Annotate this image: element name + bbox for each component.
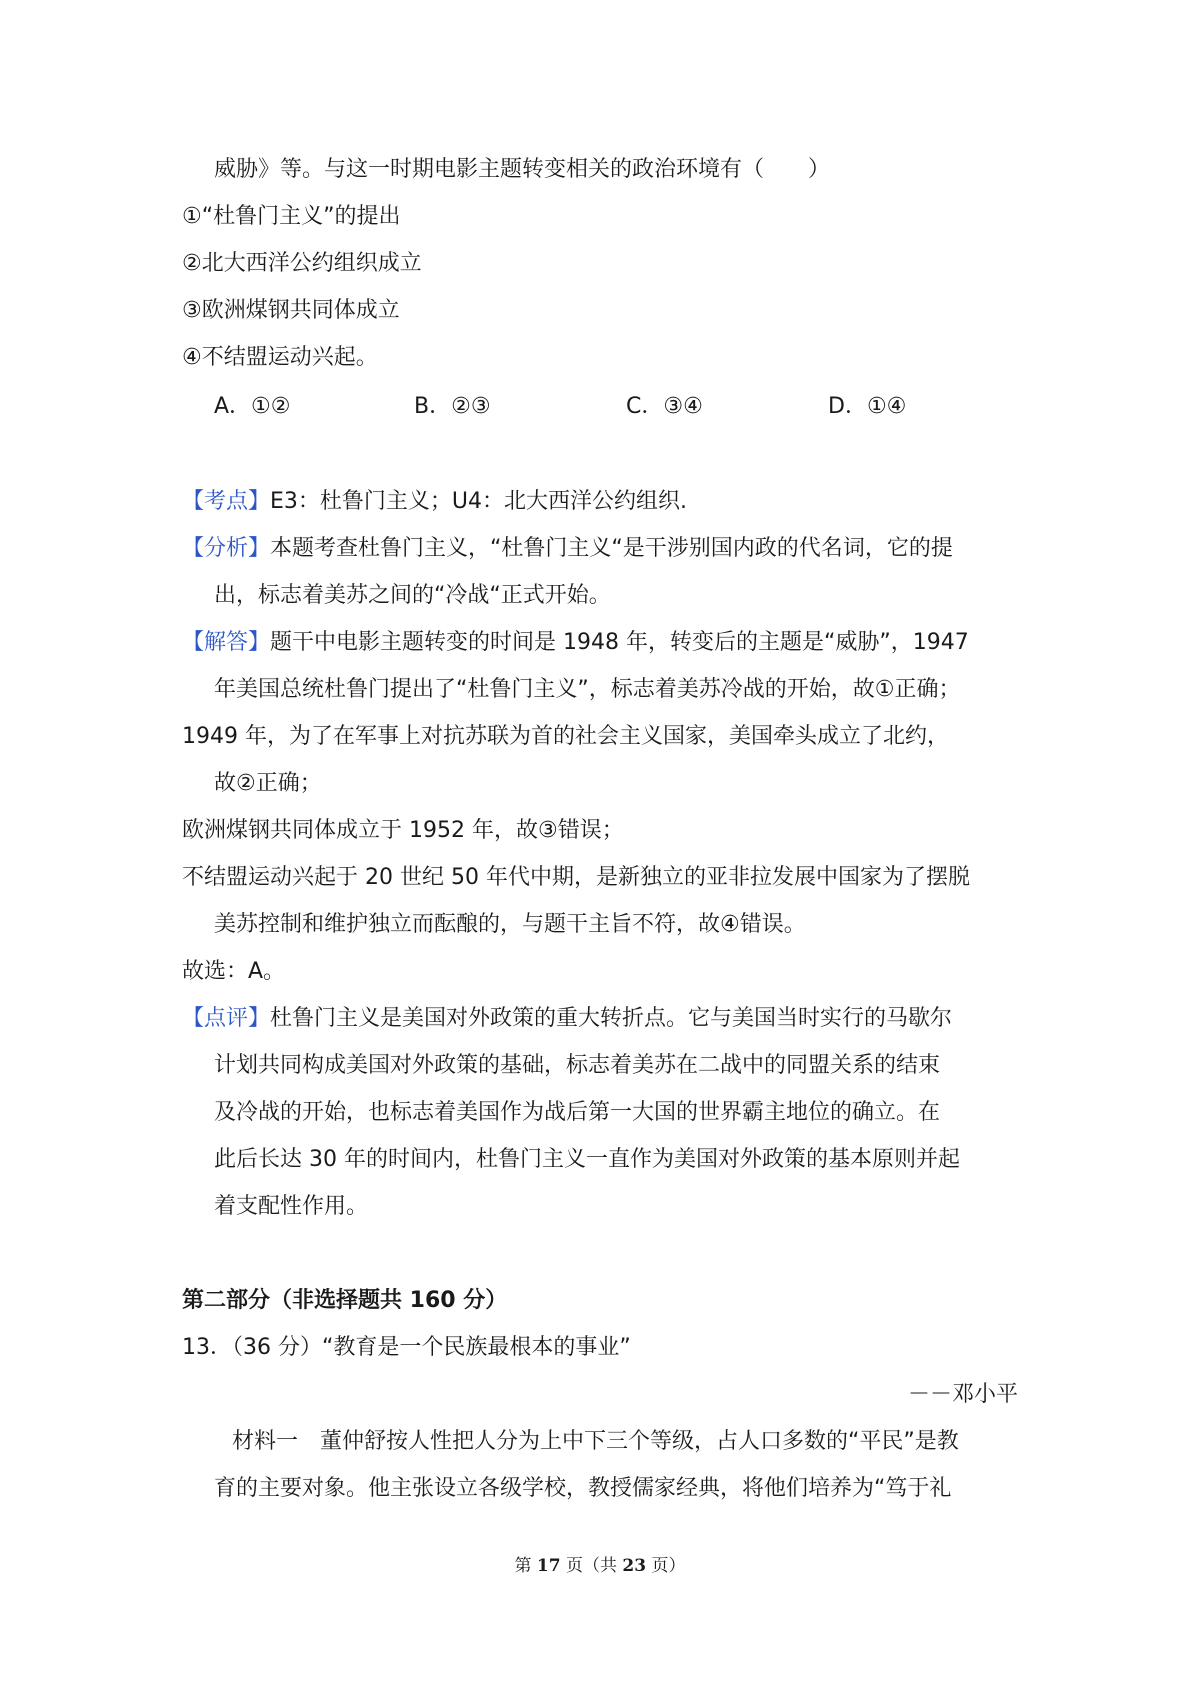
material1-line-2: 育的主要对象。他主张设立各级学校，教授儒家经典，将他们培养为“笃于礼: [214, 1476, 952, 1501]
jieda-line-2: 年美国总统杜鲁门提出了“杜鲁门主义”，标志着美苏冷战的开始，故①正确；: [214, 677, 961, 702]
jieda-tag: 【解答】: [182, 630, 271, 655]
jieda-line-6: 不结盟运动兴起于 20 世纪 50 年代中期，是新独立的亚非拉发展中国家为了摆脱: [182, 865, 970, 890]
option-c: C．③④: [626, 394, 703, 419]
dianping-line-5: 着支配性作用。: [214, 1194, 369, 1219]
fenxi-text-1: 本题考查杜鲁门主义，“杜鲁门主义“是干涉别国内政的代名词，它的提: [270, 536, 953, 561]
page-footer: [0, 1554, 1200, 1578]
footer-page-number: 17: [536, 1556, 561, 1576]
q13-title: 13．（36 分）“教育是一个民族最根本的事业”: [182, 1335, 631, 1360]
jieda-line-4: 故②正确；: [214, 771, 322, 796]
jieda-line-1: [182, 628, 969, 658]
fenxi-tag: 【分析】: [182, 536, 271, 561]
question-item-4: ④不结盟运动兴起。: [182, 345, 378, 370]
dianping-line-4: 此后长达 30 年的时间内，杜鲁门主义一直作为美国对外政策的基本原则并起: [214, 1147, 960, 1172]
q13-attribution: －－邓小平: [907, 1382, 1018, 1407]
option-b: B．②③: [414, 394, 491, 419]
kaodian-tag: 【考点】: [182, 489, 271, 514]
option-a: A．①②: [214, 394, 291, 419]
option-d: D．①④: [828, 394, 907, 419]
footer-total-pages: 23: [622, 1556, 647, 1576]
footer-suffix: 页）: [646, 1556, 686, 1576]
jieda-line-3: 1949 年，为了在军事上对抗苏联为首的社会主义国家，美国牵头成立了北约，: [182, 724, 949, 749]
question-item-2: ②北大西洋公约组织成立: [182, 251, 422, 276]
dianping-line-3: 及冷战的开始，也标志着美国作为战后第一大国的世界霸主地位的确立。在: [214, 1100, 941, 1125]
fenxi-line-1: [182, 534, 953, 564]
jieda-line-8: 故选：A。: [182, 959, 286, 984]
jieda-line-7: 美苏控制和维护独立而酝酿的，与题干主旨不符，故④错误。: [214, 912, 806, 937]
question-stem-tail: 威胁》等。与这一时期电影主题转变相关的政治环境有（ ）: [214, 157, 831, 182]
footer-prefix: 第: [514, 1556, 537, 1576]
kaodian-line: [182, 487, 687, 517]
kaodian-text: E3：杜鲁门主义；U4：北大西洋公约组织.: [270, 489, 688, 514]
dianping-text-1: 杜鲁门主义是美国对外政策的重大转折点。它与美国当时实行的马歇尔: [270, 1006, 953, 1031]
material1-line-1: 材料一 董仲舒按人性把人分为上中下三个等级，占人口多数的“平民”是教: [232, 1429, 959, 1454]
question-item-1: ①“杜鲁门主义”的提出: [182, 204, 401, 229]
dianping-line-2: 计划共同构成美国对外政策的基础，标志着美苏在二战中的同盟关系的结束: [214, 1053, 941, 1078]
dianping-line-1: [182, 1004, 952, 1034]
footer-middle: 页（共: [560, 1556, 623, 1576]
fenxi-line-2: 出，标志着美苏之间的“冷战“正式开始。: [214, 583, 611, 608]
jieda-line-5: 欧洲煤钢共同体成立于 1952 年，故③错误；: [182, 818, 624, 843]
jieda-text-1: 题干中电影主题转变的时间是 1948 年，转变后的主题是“威胁”，1947: [270, 630, 969, 655]
dianping-tag: 【点评】: [182, 1006, 271, 1031]
part2-heading: 第二部分（非选择题共 160 分）: [182, 1288, 508, 1313]
question-item-3: ③欧洲煤钢共同体成立: [182, 298, 400, 323]
